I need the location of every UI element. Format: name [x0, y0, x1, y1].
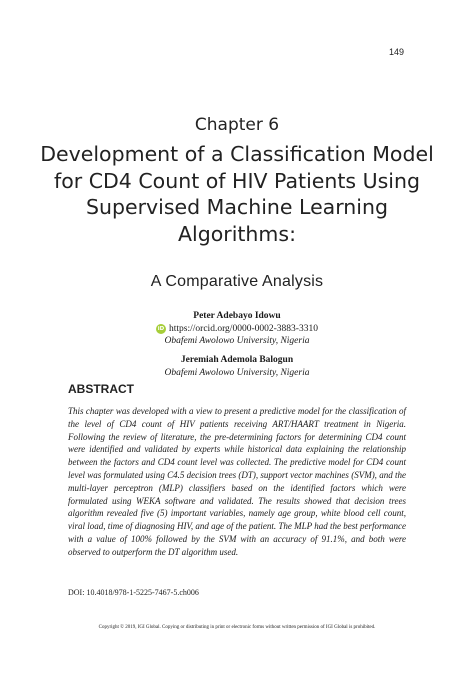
orcid-link[interactable]: https://orcid.org/0000-0002-3883-3310 — [169, 323, 318, 334]
author-block-1 — [0, 310, 474, 348]
orcid-row — [0, 323, 474, 336]
chapter-subtitle: A Comparative Analysis — [150, 273, 324, 290]
author-block-2 — [0, 354, 474, 379]
copyright-notice: Copyright © 2019, IGI Global. Copying or distributing in print or electronic forms without written permission of IGI Global is prohibited. — [98, 625, 376, 630]
doi: DOI: 10.4018/978-1-5225-7467-5.ch006 — [68, 588, 199, 597]
author-name: Jeremiah Ademola Balogun — [180, 355, 294, 365]
author-affiliation: Obafemi Awolowo University, Nigeria — [164, 336, 310, 346]
page-number: 149 — [388, 47, 404, 57]
author-affiliation: Obafemi Awolowo University, Nigeria — [164, 367, 310, 378]
abstract-text: This chapter was developed with a view to present a predictive model for the classification of the level of CD4 count of HIV patients receiving ART/HAART treatment in Nigeria. Following the review of literature, the pre-determining factors for determining CD4 count were identified and validated by experts while historical data explaining the relationship between the factors and CD4 count level was collected. The predictive model for CD4 count level was formulated using C4.5 decision trees (DT), support vector machines (SVM), and the multi-layer perceptron (MLP) classifiers based on the identified factors which were formulated using WEKA software and validated. The results showed that decision trees algorithm revealed five (5) important variables, namely age group, white blood cell count, viral load, time of diagnosing HIV, and age of the patient. The MLP had the best performance with a value of 100% followed by the SVM with an accuracy of 91.1%, and both were observed to outperform the DT algorithm used. — [68, 406, 406, 557]
chapter-title: Development of a Classification Model for CD4 Count of HIV Patients Using Supervised Machine Learning Algorithms: — [40, 142, 434, 246]
abstract-heading: ABSTRACT — [68, 382, 134, 396]
orcid-icon: iD — [157, 325, 165, 332]
author-name: Peter Adebayo Idowu — [193, 311, 281, 321]
chapter-label: Chapter 6 — [194, 115, 280, 135]
